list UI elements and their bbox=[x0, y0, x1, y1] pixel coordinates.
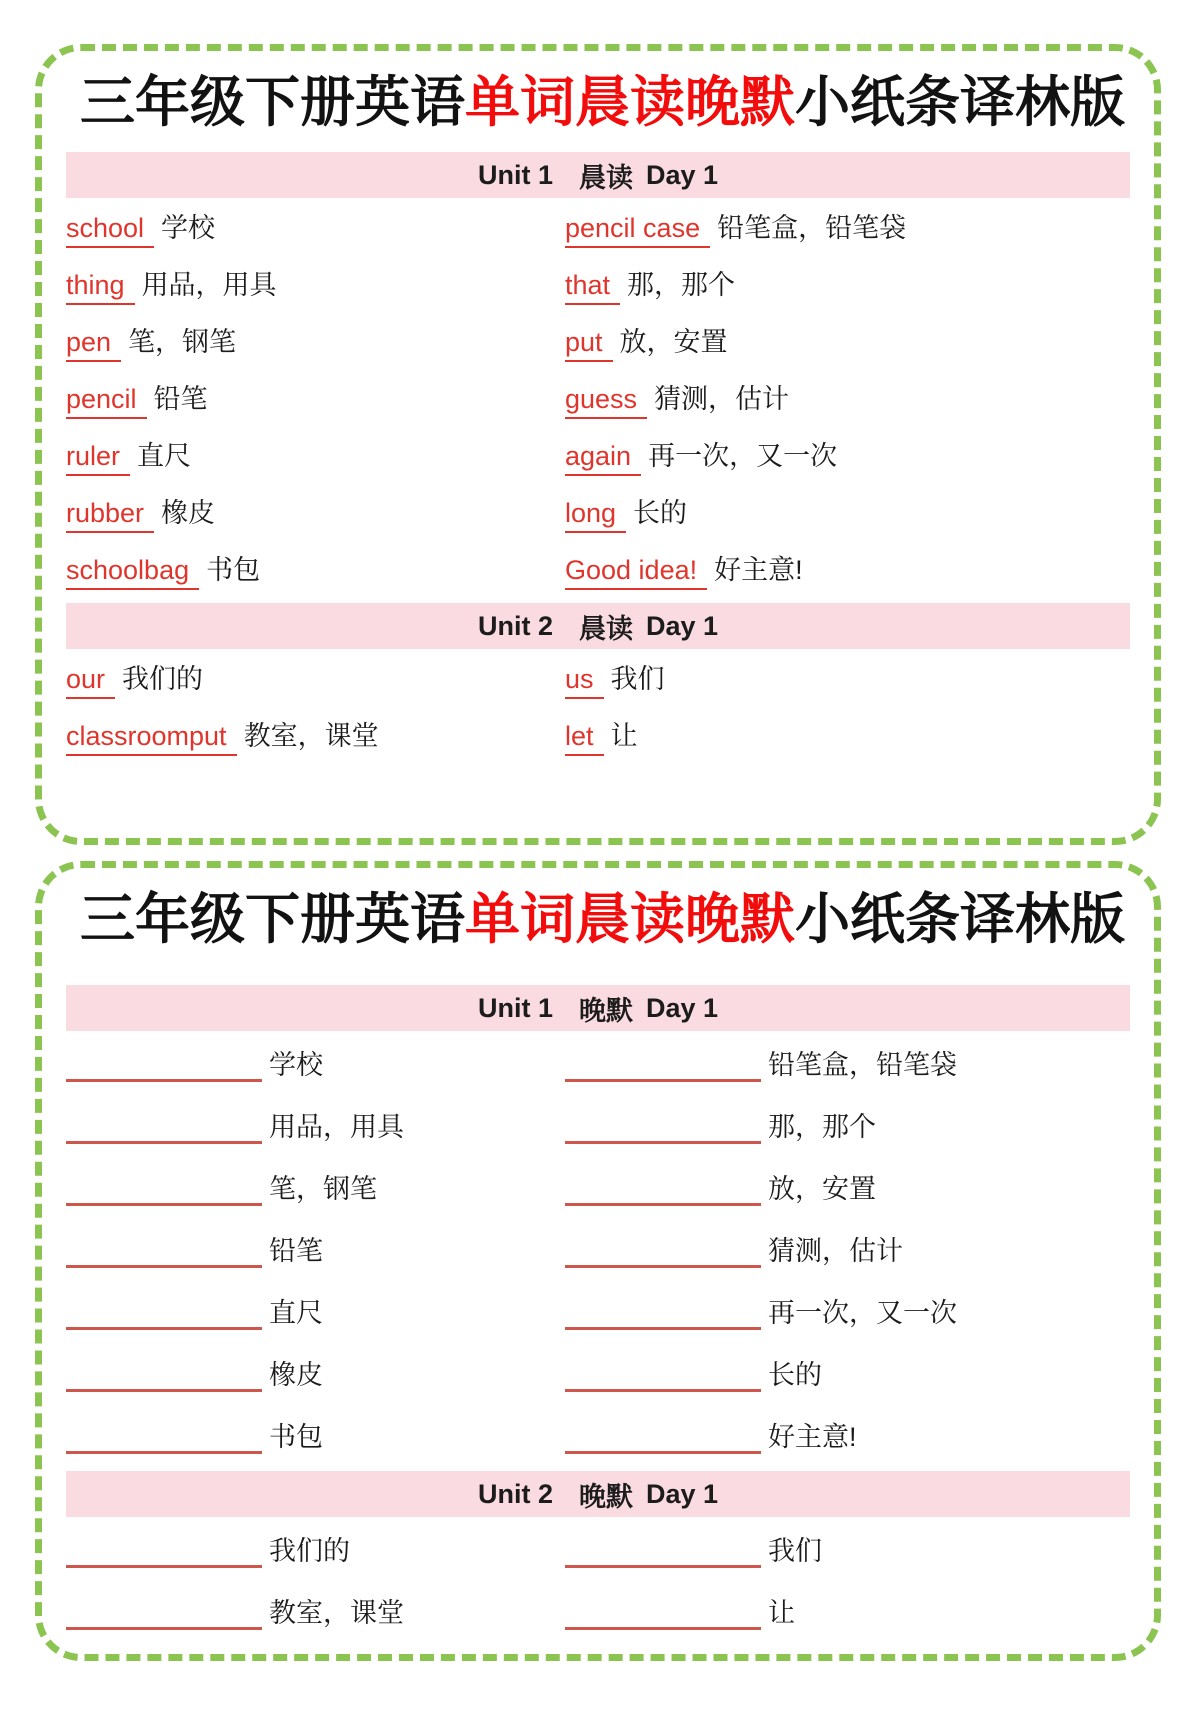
answer-blank-line bbox=[565, 1117, 761, 1144]
word-row bbox=[42, 706, 1154, 763]
english-word: us bbox=[565, 664, 604, 699]
title-segment-black-right: 小纸条译林版 bbox=[795, 71, 1126, 133]
word-entry bbox=[66, 377, 565, 419]
english-word: thing bbox=[66, 270, 135, 305]
page-title bbox=[42, 888, 1154, 951]
word-row bbox=[42, 255, 1154, 312]
page-title bbox=[42, 71, 1154, 134]
chinese-meaning: 用品，用具 bbox=[141, 269, 277, 300]
chinese-meaning: 笔，钢笔 bbox=[128, 326, 237, 357]
answer-blank-line bbox=[565, 1603, 761, 1630]
chinese-meaning: 我们 bbox=[768, 1535, 822, 1566]
chinese-meaning: 那，那个 bbox=[627, 269, 736, 300]
word-entry bbox=[565, 263, 1130, 305]
chinese-meaning: 直尺 bbox=[137, 440, 192, 471]
word-entry bbox=[565, 377, 1130, 419]
word-row bbox=[42, 426, 1154, 483]
word-row bbox=[42, 1031, 1154, 1093]
chinese-meaning: 学校 bbox=[161, 212, 216, 243]
word-row bbox=[42, 1093, 1154, 1155]
panel-content-evening bbox=[42, 985, 1154, 1647]
answer-blank-line bbox=[66, 1603, 262, 1630]
word-entry bbox=[66, 1043, 565, 1082]
word-entry bbox=[565, 714, 1130, 756]
word-row bbox=[42, 1517, 1154, 1579]
word-entry bbox=[565, 1229, 1130, 1268]
title-segment-black-left: 三年级下册英语 bbox=[80, 888, 466, 950]
word-entry bbox=[66, 1105, 565, 1144]
word-row bbox=[42, 540, 1154, 597]
english-word: rubber bbox=[66, 498, 154, 533]
unit-label: Unit 1 bbox=[477, 159, 553, 190]
word-entry bbox=[66, 1353, 565, 1392]
section-header bbox=[66, 152, 1130, 198]
word-entry bbox=[565, 1591, 1130, 1630]
english-word: again bbox=[565, 441, 641, 476]
answer-blank-line bbox=[565, 1241, 761, 1268]
day-label: Day 1 bbox=[645, 992, 719, 1023]
word-row bbox=[42, 1579, 1154, 1641]
word-entry bbox=[565, 1291, 1130, 1330]
title-segment-red: 单词晨读晚默 bbox=[465, 888, 796, 950]
word-entry bbox=[66, 1167, 565, 1206]
worksheet-panel-evening bbox=[35, 861, 1161, 1661]
word-entry bbox=[565, 1353, 1130, 1392]
title-segment-black-left: 三年级下册英语 bbox=[80, 71, 466, 133]
chinese-meaning: 猜测，估计 bbox=[768, 1235, 903, 1266]
english-word: pencil bbox=[66, 384, 147, 419]
chinese-meaning: 再一次，又一次 bbox=[648, 440, 838, 471]
word-entry bbox=[565, 1415, 1130, 1454]
word-row bbox=[42, 1341, 1154, 1403]
english-word: school bbox=[66, 213, 154, 248]
unit-label: Unit 1 bbox=[477, 992, 553, 1023]
chinese-meaning: 好主意! bbox=[768, 1421, 857, 1452]
word-entry bbox=[66, 1229, 565, 1268]
title-segment-black-right: 小纸条译林版 bbox=[795, 888, 1126, 950]
section-header bbox=[66, 603, 1130, 649]
word-rows bbox=[42, 649, 1154, 769]
answer-blank-line bbox=[565, 1303, 761, 1330]
section-header bbox=[66, 1471, 1130, 1517]
answer-blank-line bbox=[66, 1365, 262, 1392]
chinese-meaning: 让 bbox=[610, 720, 638, 751]
answer-blank-line bbox=[565, 1179, 761, 1206]
word-entry bbox=[66, 1529, 565, 1568]
chinese-meaning: 放，安置 bbox=[619, 326, 728, 357]
word-entry bbox=[565, 1529, 1130, 1568]
english-word: classroomput bbox=[66, 721, 237, 756]
word-entry bbox=[565, 1105, 1130, 1144]
word-row bbox=[42, 369, 1154, 426]
word-entry bbox=[565, 548, 1130, 590]
chinese-meaning: 学校 bbox=[269, 1049, 323, 1080]
word-row bbox=[42, 1279, 1154, 1341]
english-word: schoolbag bbox=[66, 555, 199, 590]
word-entry bbox=[66, 1591, 565, 1630]
chinese-meaning: 好主意! bbox=[714, 554, 803, 585]
panel-content-morning bbox=[42, 152, 1154, 769]
word-entry bbox=[66, 434, 565, 476]
answer-blank-line bbox=[565, 1365, 761, 1392]
answer-blank-line bbox=[66, 1541, 262, 1568]
word-entry bbox=[565, 657, 1130, 699]
chinese-meaning: 再一次，又一次 bbox=[768, 1297, 957, 1328]
word-row bbox=[42, 649, 1154, 706]
word-entry bbox=[565, 434, 1130, 476]
answer-blank-line bbox=[66, 1179, 262, 1206]
answer-blank-line bbox=[66, 1055, 262, 1082]
worksheet-panel-morning bbox=[35, 44, 1161, 845]
chinese-meaning: 直尺 bbox=[269, 1297, 323, 1328]
english-word: put bbox=[565, 327, 613, 362]
chinese-meaning: 教室，课堂 bbox=[243, 720, 379, 751]
word-entry bbox=[565, 320, 1130, 362]
english-word: guess bbox=[565, 384, 647, 419]
chinese-meaning: 我们的 bbox=[269, 1535, 350, 1566]
answer-blank-line bbox=[565, 1541, 761, 1568]
day-label: Day 1 bbox=[645, 610, 719, 641]
chinese-meaning: 笔，钢笔 bbox=[269, 1173, 377, 1204]
word-entry bbox=[66, 657, 565, 699]
word-row bbox=[42, 1217, 1154, 1279]
word-rows bbox=[42, 1031, 1154, 1471]
chinese-meaning: 我们的 bbox=[122, 663, 204, 694]
unit-label: Unit 2 bbox=[477, 1478, 553, 1509]
word-row bbox=[42, 312, 1154, 369]
answer-blank-line bbox=[565, 1427, 761, 1454]
answer-blank-line bbox=[66, 1117, 262, 1144]
chinese-meaning: 长的 bbox=[768, 1359, 822, 1390]
english-word: let bbox=[565, 721, 604, 756]
word-row bbox=[42, 198, 1154, 255]
mode-label: 晚默 bbox=[578, 995, 633, 1026]
word-row bbox=[42, 1155, 1154, 1217]
chinese-meaning: 那，那个 bbox=[768, 1111, 876, 1142]
chinese-meaning: 橡皮 bbox=[269, 1359, 323, 1390]
word-entry bbox=[66, 1415, 565, 1454]
word-entry bbox=[565, 491, 1130, 533]
chinese-meaning: 书包 bbox=[206, 554, 261, 585]
chinese-meaning: 让 bbox=[768, 1597, 795, 1628]
word-row bbox=[42, 1403, 1154, 1465]
english-word: ruler bbox=[66, 441, 130, 476]
chinese-meaning: 长的 bbox=[633, 497, 688, 528]
word-entry bbox=[565, 1043, 1130, 1082]
chinese-meaning: 用品，用具 bbox=[269, 1111, 404, 1142]
day-label: Day 1 bbox=[645, 1478, 719, 1509]
answer-blank-line bbox=[565, 1055, 761, 1082]
mode-label: 晨读 bbox=[578, 162, 633, 193]
word-rows bbox=[42, 198, 1154, 603]
chinese-meaning: 教室，课堂 bbox=[269, 1597, 404, 1628]
english-word: pen bbox=[66, 327, 121, 362]
chinese-meaning: 放，安置 bbox=[768, 1173, 876, 1204]
word-row bbox=[42, 483, 1154, 540]
english-word: Good idea! bbox=[565, 555, 707, 590]
answer-blank-line bbox=[66, 1303, 262, 1330]
word-entry bbox=[565, 206, 1130, 248]
english-word: that bbox=[565, 270, 620, 305]
word-entry bbox=[66, 548, 565, 590]
mode-label: 晨读 bbox=[578, 613, 633, 644]
word-entry bbox=[66, 206, 565, 248]
word-entry bbox=[66, 1291, 565, 1330]
chinese-meaning: 铅笔盒，铅笔袋 bbox=[717, 212, 907, 243]
answer-blank-line bbox=[66, 1427, 262, 1454]
word-entry bbox=[66, 263, 565, 305]
chinese-meaning: 书包 bbox=[269, 1421, 323, 1452]
english-word: long bbox=[565, 498, 626, 533]
word-entry bbox=[565, 1167, 1130, 1206]
word-entry bbox=[66, 714, 565, 756]
chinese-meaning: 铅笔盒，铅笔袋 bbox=[768, 1049, 957, 1080]
title-segment-red: 单词晨读晚默 bbox=[465, 71, 796, 133]
word-entry bbox=[66, 320, 565, 362]
english-word: pencil case bbox=[565, 213, 710, 248]
answer-blank-line bbox=[66, 1241, 262, 1268]
chinese-meaning: 铅笔 bbox=[153, 383, 208, 414]
chinese-meaning: 铅笔 bbox=[269, 1235, 323, 1266]
mode-label: 晚默 bbox=[578, 1481, 633, 1512]
chinese-meaning: 猜测，估计 bbox=[654, 383, 790, 414]
chinese-meaning: 橡皮 bbox=[161, 497, 216, 528]
word-entry bbox=[66, 491, 565, 533]
chinese-meaning: 我们 bbox=[610, 663, 665, 694]
english-word: our bbox=[66, 664, 115, 699]
section-header bbox=[66, 985, 1130, 1031]
unit-label: Unit 2 bbox=[477, 610, 553, 641]
word-rows bbox=[42, 1517, 1154, 1647]
day-label: Day 1 bbox=[645, 159, 719, 190]
